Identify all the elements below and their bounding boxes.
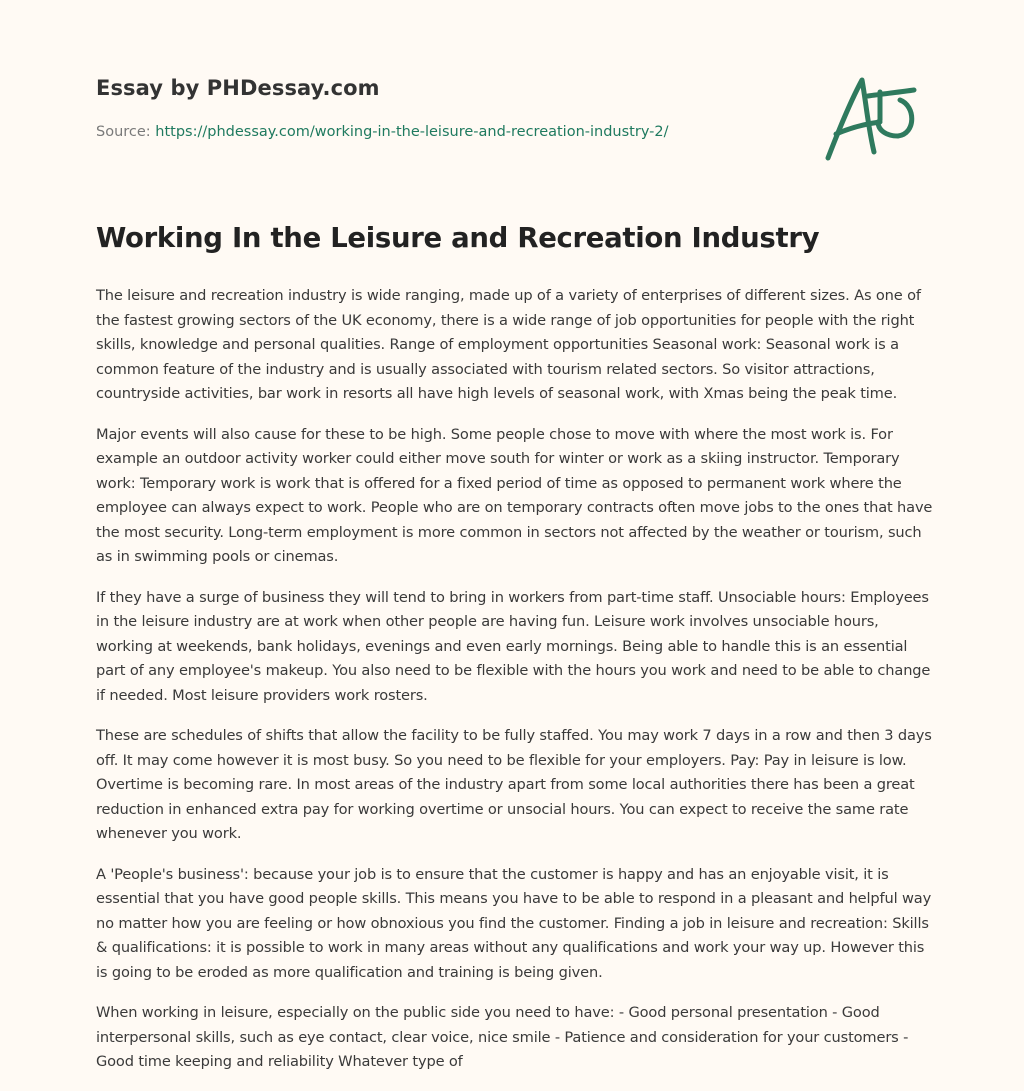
- source-link[interactable]: https://phdessay.com/working-in-the-leisure-and-recreation-industry-2/: [155, 124, 669, 140]
- paragraph: The leisure and recreation industry is wide ranging, made up of a variety of enterprises of different sizes. As one of the fastest growing sectors of the UK economy, there is a wide range of job opportunities for people with the right skills, knowledge and personal qualities. Range of employment opportunities Seasonal work: Seasonal work is a common feature of the industry and is usually associated with tourism related sectors. So visitor attractions, countryside activities, bar work in resorts all have high levels of seasonal work, with Xmas being the peak time.: [96, 287, 921, 402]
- paragraph: If they have a surge of business they will tend to bring in workers from part-time staff. Unsociable hours: Employees in the leisure industry are at work when other people are having fun. Leisure work involves unsociable hours, working at weekends, bank holidays, evenings and even early mornings. Being able to handle this is an essential part of any employee's makeup. You also need to be flexible with the hours you work and need to be able to change if needed. Most leisure providers work rosters.: [96, 588, 931, 704]
- paragraph: These are schedules of shifts that allow the facility to be fully staffed. You may work 7 days in a row and then 3 days off. It may come however it is most busy. So you need to be flexible for your employers. Pay: Pay in leisure is low. Overtime is becoming rare. In most areas of the industry apart from some local authorities there has been a great reduction in enhanced extra pay for working overtime or unsocial hours. You can expect to receive the same rate whenever you work.: [96, 727, 932, 842]
- source-label: Source:: [96, 124, 151, 140]
- source-line: [96, 124, 669, 140]
- a-plus-logo-icon: [818, 72, 928, 164]
- site-brand: Essay by PHDessay.com: [96, 76, 380, 100]
- article-title: Working In the Leisure and Recreation Industry: [96, 222, 820, 254]
- paragraph: When working in leisure, especially on the public side you need to have: - Good personal presentation - Good interpersonal skills, such as eye contact, clear voice, nice smile - Patience and consideration for your customers - Good time keeping and reliability Whatever type of: [96, 1004, 909, 1070]
- article-body: [96, 284, 936, 1091]
- paragraph: Major events will also cause for these to be high. Some people chose to move with where the most work is. For example an outdoor activity worker could either move south for winter or work as a skiing instructor. Temporary work: Temporary work is work that is offered for a fixed period of time as opposed to permanent work where the employee can always expect to work. People who are on temporary contracts often move jobs to the ones that have the most security. Long-term employment is more common in sectors not affected by the weather or tourism, such as in swimming pools or cinemas.: [96, 425, 933, 565]
- paragraph: A 'People's business': because your job is to ensure that the customer is happy and has an enjoyable visit, it is essential that you have good people skills. This means you have to be able to respond in a pleasant and helpful way no matter how you are feeling or how obnoxious you find the customer. Finding a job in leisure and recreation: Skills & qualifications: it is possible to work in many areas without any qualifications and work your way up. However this is going to be eroded as more qualification and training is being given.: [96, 865, 932, 981]
